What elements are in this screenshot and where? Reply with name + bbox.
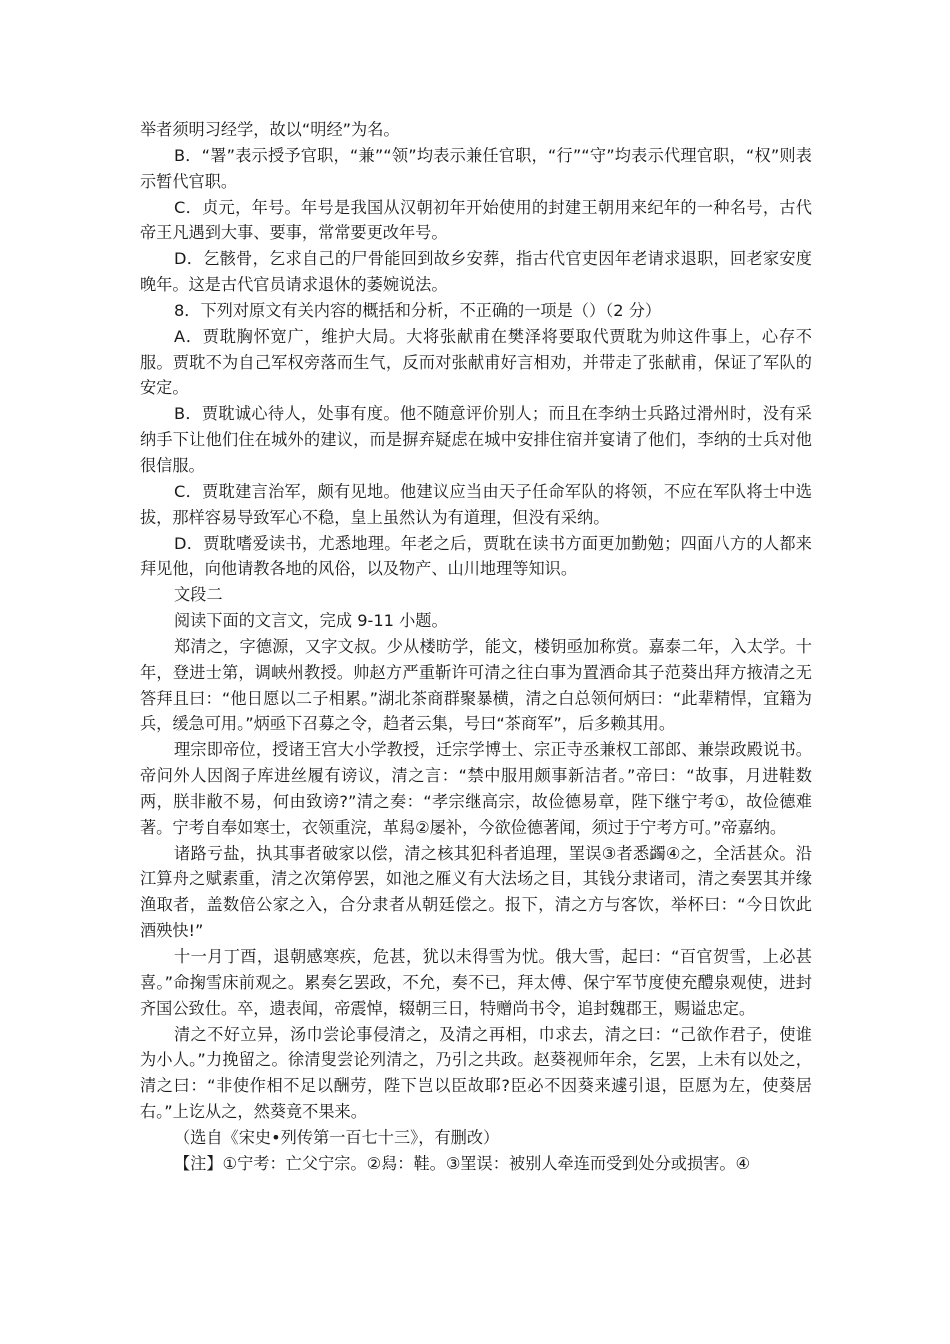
passage-paragraph-5: 清之不好立异，汤巾尝论事侵清之，及清之再相，巾求去，清之曰：“己欲作君子，使谁为小人。”力挽留之。徐清叟尝论列清之，乃引之共政。赵葵视师年余，乞罢，上未有以处之，清之曰：“非使作相不足以酬劳，陛下岂以臣故耶?臣必不因葵来遽引退，臣愿为左，使葵居右。”上讫从之，然葵竟不果来。 [140,1024,812,1122]
option-8a: A．贾耽胸怀宽广，维护大局。大将张献甫在樊泽将要取代贾耽为帅这件事上，心存不服。贾耽不为自己军权旁落而生气，反而对张献甫好言相劝，并带走了张献甫，保证了军队的安定。 [140,326,812,398]
option-8d: D．贾耽嗜爱读书，尤悉地理。年老之后，贾耽在读书方面更加勤勉；四面八方的人都来拜见他，向他请教各地的风俗，以及物产、山川地理等知识。 [140,533,812,579]
option-8b: B．贾耽诚心待人，处事有度。他不随意评价别人；而且在李纳士兵路过滑州时，没有采纳手下让他们住在城外的建议，而是摒弃疑虑在城中安排住宿并宴请了他们，李纳的士兵对他很信服。 [140,404,812,475]
section-heading: 文段二 [174,585,223,605]
option-8c: C．贾耽建言治军，颇有见地。他建议应当由天子任命军队的将领，不应在军队将士中选拔，那样容易导致军心不稳，皇上虽然认为有道理，但没有采纳。 [140,481,812,527]
passage-paragraph-2: 理宗即帝位，授诸王宫大小学教授，迁宗学博士、宗正寺丞兼权工部郎、兼崇政殿说书。帝问外人因阁子库进丝履有谤议，清之言：“禁中服用颇事新洁者。”帝曰：“故事，月进鞋数两，朕非敝不易，何由致谤?”清之奏：“孝宗继高宗，故俭德易章，陛下继宁考①，故俭德难著。宁考自奉如寒士，衣领重浣，革舄②屡补，今欲俭德著闻，须过于宁考方可。”帝嘉纳。 [140,740,812,837]
source-citation: （选自《宋史•列传第一百七十三》，有删改） [174,1127,500,1147]
paragraph-continuation: 举者须明习经学，故以“明经”为名。 [140,120,400,139]
option-7d: D．乞骸骨，乞求自己的尸骨能回到故乡安葬，指古代官吏因年老请求退职，回老家安度晚年。这是古代官员请求退休的萎婉说法。 [140,249,812,295]
question-8: 8．下列对原文有关内容的概括和分析，不正确的一项是（）（2 分） [174,300,662,320]
document-page [140,117,812,1177]
passage-paragraph-3: 诸路亏盐，执其事者破家以偿，清之核其犯科者追理，罣误③者悉蠲④之，全活甚众。沿江算舟之赋素重，清之次第停罢，如池之雁义有大法场之目，其钱分隶诸司，清之奏罢其并缘渔取者，盖数倍公家之入，合分隶者从朝廷偿之。报下，清之方与客饮，举杯曰：“今日饮此酒殃快!” [140,843,812,941]
option-7b: B．“署”表示授予官职，“兼”“领”均表示兼任官职，“行”“守”均表示代理官职，“权”则表示暂代官职。 [140,145,812,191]
passage-paragraph-4: 十一月丁酉，退朝感寒疾，危甚，犹以未得雪为忧。俄大雪，起曰：“百官贺雪，上必甚喜。”命掬雪床前观之。累奏乞罢政，不允，奏不已，拜太傅、保宁军节度使充醴泉观使，进封齐国公致仕。卒，遗表闻，帝震悼，辍朝三日，特赠尚书令，追封魏郡王，赐谥忠定。 [140,947,812,1018]
passage-paragraph-1: 郑清之，字德源，又字文叔。少从楼昉学，能文，楼钥亟加称赏。嘉泰二年，入太学。十年，登进士第，调峡州教授。帅赵方严重靳许可清之往白事为置酒命其子范葵出拜方掖清之无答拜且曰：“他日愿以二子相累。”湖北茶商群聚暴横，清之白总领何炳曰：“此辈精悍，宜籍为兵，缓急可用。”炳亟下召募之令，趋者云集，号曰“茶商军”，后多赖其用。 [140,636,812,734]
option-7c: C．贞元，年号。年号是我国从汉朝初年开始使用的封建王朝用来纪年的一种名号，古代帝王凡遇到大事、要事，常常要更改年号。 [140,197,812,243]
reading-instruction: 阅读下面的文言文，完成 9-11 小题。 [174,611,448,631]
footnotes: 【注】①宁考：亡父宁宗。②舄：鞋。③罣误：被别人牵连而受到处分或损害。④ [174,1153,751,1173]
